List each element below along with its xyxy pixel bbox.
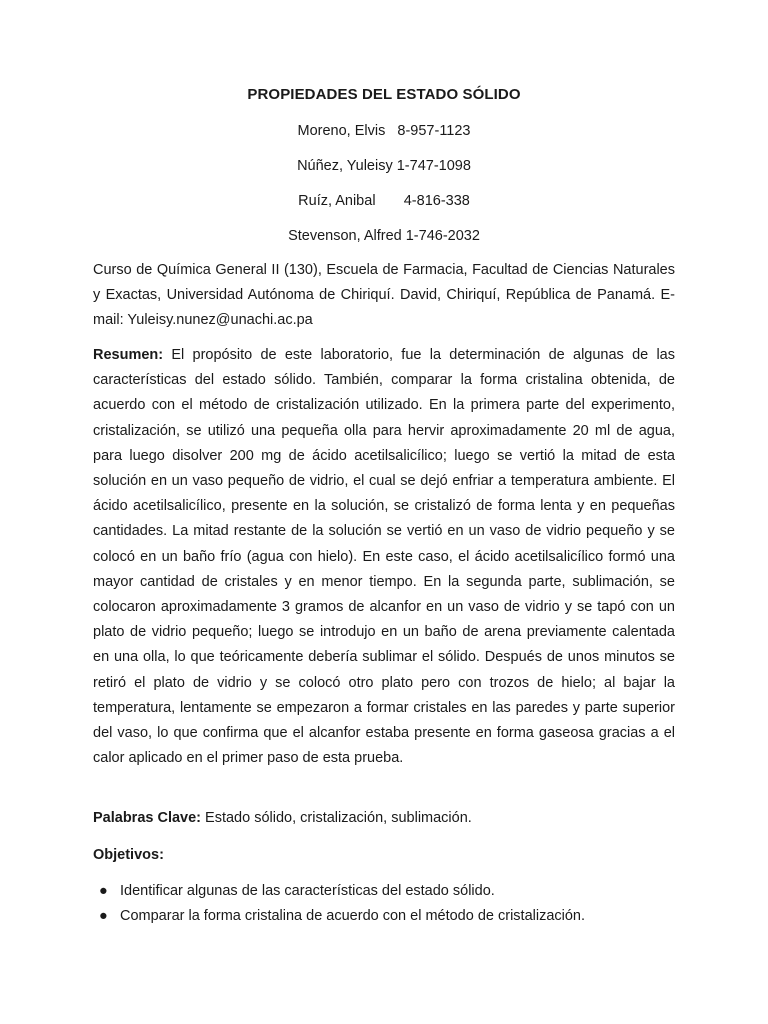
bullet-icon: ● — [99, 908, 108, 924]
author-line: Núñez, Yuleisy 1-747-1098 — [297, 158, 471, 174]
keywords-paragraph — [93, 806, 675, 831]
objectives-list — [93, 880, 693, 930]
author-line: Stevenson, Alfred 1-746-2032 — [288, 228, 480, 244]
list-item — [93, 905, 693, 930]
keywords-text: Estado sólido, cristalización, sublimación. — [201, 810, 472, 826]
objectives-heading — [93, 843, 675, 868]
bullet-icon: ● — [99, 883, 108, 899]
objective-text: Comparar la forma cristalina de acuerdo con el método de cristalización. — [120, 908, 586, 924]
affiliation-paragraph — [93, 258, 675, 334]
objective-text: Identificar algunas de las características del estado sólido. — [120, 883, 495, 899]
document-title: PROPIEDADES DEL ESTADO SÓLIDO — [247, 86, 521, 103]
affiliation-text: Curso de Química General II (130), Escuela de Farmacia, Facultad de Ciencias Naturales y Exactas, Universidad Autónoma de Chiriquí. David, Chiriquí, República de Panamá. E-mail: Yuleisy.nunez@unachi.ac.pa — [93, 262, 675, 329]
author-line: Moreno, Elvis 8-957-1123 — [297, 123, 471, 139]
abstract-paragraph — [93, 343, 675, 771]
abstract-text: El propósito de este laboratorio, fue la determinación de algunas de las características del estado sólido. También, comparar la forma cristalina obtenida, de acuerdo con el método de cristalización utilizado. En la primera parte del experimento, cristalización, se utilizó una pequeña olla para hervir aproximadamente 20 ml de agua, para luego disolver 200 mg de ácido acetilsalicílico; luego se vertió la mitad de esta solución en un vaso pequeño de vidrio, el cual se dejó enfriar a temperatura ambiente. El ácido acetilsalicílico, presente en la solución, se cristalizó de forma lenta y en pequeñas cantidades. La mitad restante de la solución se vertió en un vaso de vidrio pequeño y se colocó en un baño frío (agua con hielo). En este caso, el ácido acetilsalicílico formó una mayor cantidad de cristales y en menor tiempo. En la segunda parte, sublimación, se colocaron aproximadamente 3 gramos de alcanfor en un vaso de vidrio y se tapó con un plato de vidrio pequeño; luego se introdujo en un baño de arena previamente calentada en una olla, lo que teóricamente debería sublimar el sólido. Después de unos minutos se retiró el plato de vidrio y se colocó otro plato pero con trozos de hielo; al bajar la temperatura, lentamente se empezaron a formar cristales en las paredes y parte superior del vaso, lo que confirma que el alcanfor estaba presente en forma gaseosa gracias a el calor aplicado en el primer paso de esta prueba. — [93, 347, 675, 767]
list-item — [93, 880, 693, 905]
abstract-label: Resumen: — [93, 347, 164, 363]
keywords-label: Palabras Clave: — [93, 810, 202, 826]
objectives-label: Objetivos: — [93, 847, 164, 863]
author-line: Ruíz, Anibal 4-816-338 — [298, 193, 470, 209]
